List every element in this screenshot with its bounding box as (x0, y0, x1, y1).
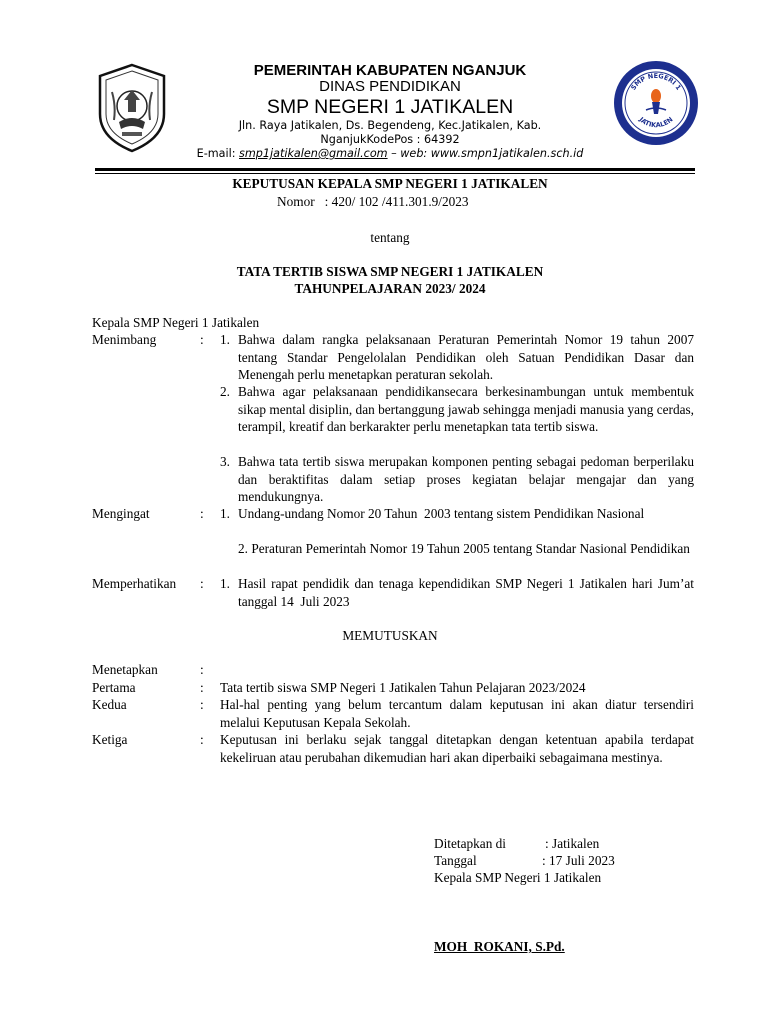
menimbang-item-text: Bahwa dalam rangka pelaksanaan Peraturan Pemerintah Nomor 19 tahun 2007 tentang Standar Pengelolalan Pendidikan oleh Satuan Pendidikan Dasar dan Menengah perlu menetapkan peraturan sekolah. (238, 332, 694, 382)
header-contact (160, 147, 620, 161)
opening-line: Kepala SMP Negeri 1 Jatikalen (92, 315, 260, 330)
mengingat-item-number: 2. (238, 541, 248, 556)
header-agency: DINAS PENDIDIKAN (319, 78, 461, 95)
ketiga-colon: : (200, 732, 204, 747)
kedua-label: Kedua (92, 697, 127, 712)
letterhead-divider-thick (95, 168, 695, 171)
mengingat-item-number: 1. (220, 506, 230, 521)
header-address-line2: NganjukKodePos : 64392 (320, 133, 460, 146)
decree-subject-line2: TAHUNPELAJARAN 2023/ 2024 (294, 281, 486, 296)
svg-text:SMP NEGERI 1: SMP NEGERI 1 (629, 71, 683, 92)
number-value: : 420/ 102 /411.301.9/2023 (324, 194, 469, 209)
menetapkan-label: Menetapkan (92, 662, 158, 677)
pertama-label: Pertama (92, 680, 136, 695)
menimbang-item-text: Bahwa agar pelaksanaan pendidikansecara berkesinambungan untuk membentuk sikap mental disiplin, dan bertanggung jawab sehingga menjadi manusia yang cerdas, terampil, kreatif dan berkarakter perlu menetapkan tata tertib siswa. (238, 384, 694, 434)
decree-about: tentang (370, 230, 410, 245)
ketiga-label: Ketiga (92, 732, 128, 747)
pertama-colon: : (200, 680, 204, 695)
pertama-text: Tata tertib siswa SMP Negeri 1 Jatikalen Tahun Pelajaran 2023/2024 (220, 680, 586, 695)
menimbang-item-text: Bahwa tata tertib siswa merupakan komponen penting sebagai pedoman berperilaku dan beraktifitas dalam setiap proses kegiatan belajar mengajar dan yang mendukungnya. (238, 454, 694, 504)
email-link[interactable]: smp1jatikalen@gmail.com (239, 147, 388, 160)
mengingat-colon: : (200, 506, 204, 521)
header-government: PEMERINTAH KABUPATEN NGANJUK (253, 62, 527, 79)
decree-title: KEPUTUSAN KEPALA SMP NEGERI 1 JATIKALEN (232, 176, 548, 191)
letterhead-divider-thin (95, 173, 695, 174)
ketiga-text: Keputusan ini berlaku sejak tanggal ditetapkan dengan ketentuan apabila terdapat kekeliruan atau perubahan dikemudian hari akan diperbaiki sebagaimana mestinya. (220, 732, 694, 765)
menimbang-item-number: 3. (220, 454, 230, 469)
decree-subject-line1: TATA TERTIB SISWA SMP NEGERI 1 JATIKALEN (236, 264, 544, 279)
kedua-text: Hal-hal penting yang belum tercantum dalam keputusan ini akan diatur tersendiri melalui Keputusan Kepala Sekolah. (220, 697, 694, 730)
memperhatikan-label: Memperhatikan (92, 576, 177, 591)
email-prefix: E-mail: (196, 147, 240, 160)
web-address: – web: www.smpn1jatikalen.sch.id (387, 147, 584, 160)
header-address-line1: Jln. Raya Jatikalen, Ds. Begendeng, Kec.Jatikalen, Kab. (238, 119, 542, 132)
signature-place-label: Ditetapkan di (434, 836, 507, 851)
mengingat-label: Mengingat (92, 506, 150, 521)
regency-crest-icon (94, 62, 170, 154)
mengingat-item-text: Undang-undang Nomor 20 Tahun 2003 tentang sistem Pendidikan Nasional (238, 506, 645, 521)
signature-place-value: : Jatikalen (545, 836, 600, 851)
header-school-name: SMP NEGERI 1 JATIKALEN (266, 96, 514, 118)
mengingat-item-text: Peraturan Pemerintah Nomor 19 Tahun 2005 tentang Standar Nasional Pendidikan (251, 541, 690, 556)
school-seal-icon (611, 58, 701, 148)
kedua-colon: : (200, 697, 204, 712)
number-label: Nomor (277, 194, 315, 209)
signature-name: MOH ROKANI, S.Pd. (434, 939, 565, 954)
memperhatikan-item-number: 1. (220, 576, 230, 591)
memutuskan-heading: MEMUTUSKAN (342, 628, 438, 643)
menimbang-item-number: 1. (220, 332, 230, 347)
menetapkan-colon: : (200, 662, 204, 677)
signature-date-label: Tanggal (434, 853, 477, 868)
menimbang-label: Menimbang (92, 332, 157, 347)
signature-title: Kepala SMP Negeri 1 Jatikalen (434, 870, 602, 885)
memperhatikan-item-text: Hasil rapat pendidik dan tenaga kependidikan SMP Negeri 1 Jatikalen hari Jum’at tanggal 14 Juli 2023 (238, 576, 701, 609)
menimbang-item-number: 2. (220, 384, 230, 399)
signature-date-value: : 17 Juli 2023 (542, 853, 615, 868)
menimbang-colon: : (200, 332, 204, 347)
decree-number (277, 193, 469, 210)
memperhatikan-colon: : (200, 576, 204, 591)
svg-text:JATIKALEN: JATIKALEN (637, 115, 675, 130)
mengingat-item-2 (238, 540, 694, 558)
